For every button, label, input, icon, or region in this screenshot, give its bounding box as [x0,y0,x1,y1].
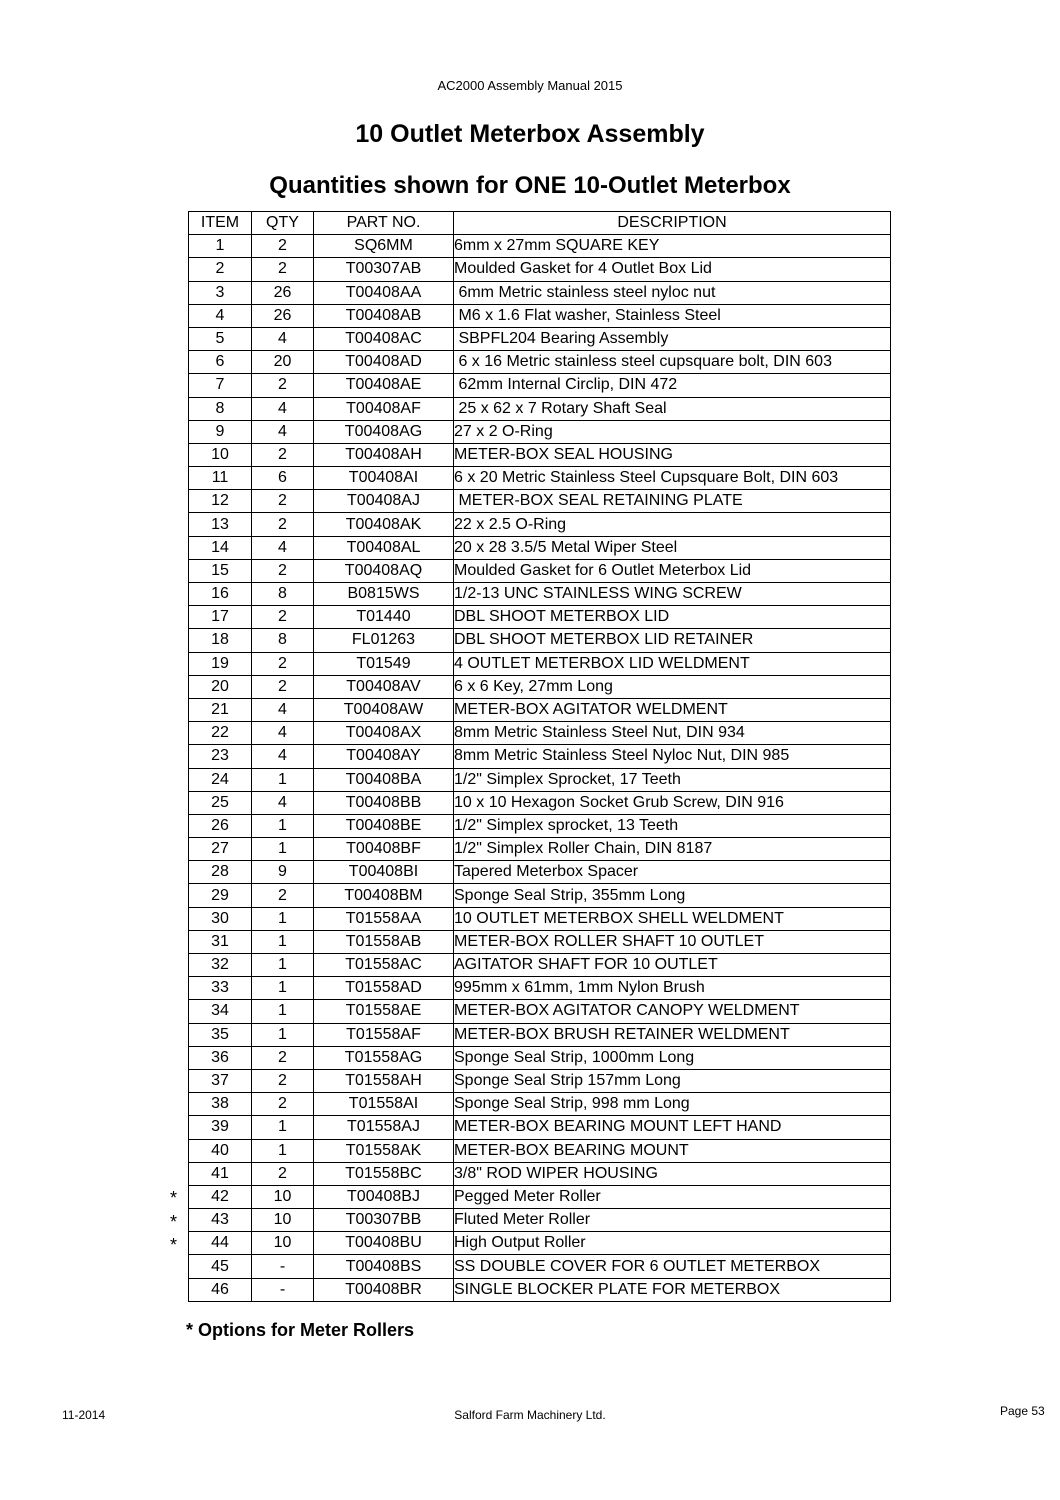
cell-qty: 1 [252,1116,314,1139]
cell-qty: 9 [252,861,314,884]
table-row [189,559,891,582]
cell-description: 1/2" Simplex Sprocket, 17 Teeth [454,768,891,791]
cell-description: METER-BOX SEAL RETAINING PLATE [454,490,891,513]
cell-part-no: T01558AH [314,1069,454,1092]
cell-qty: 2 [252,235,314,258]
cell-item: 20 [189,675,252,698]
cell-description: 6 x 16 Metric stainless steel cupsquare bolt, DIN 603 [454,351,891,374]
cell-part-no: T01558AE [314,1000,454,1023]
cell-item: 16 [189,583,252,606]
cell-qty: 4 [252,536,314,559]
cell-qty: - [252,1278,314,1301]
cell-item: 30 [189,907,252,930]
table-header-row [189,212,891,235]
cell-part-no: T00408AW [314,698,454,721]
cell-qty: 2 [252,490,314,513]
cell-item: 34 [189,1000,252,1023]
table-row [189,1162,891,1185]
cell-item: 36 [189,1046,252,1069]
cell-description: 20 x 28 3.5/5 Metal Wiper Steel [454,536,891,559]
table-row [189,536,891,559]
cell-item: 8 [189,397,252,420]
cell-part-no: T01549 [314,652,454,675]
cell-description: SBPFL204 Bearing Assembly [454,327,891,350]
cell-item: 26 [189,814,252,837]
cell-qty: 2 [252,606,314,629]
cell-item: 27 [189,838,252,861]
cell-description: METER-BOX BRUSH RETAINER WELDMENT [454,1023,891,1046]
page-title: 10 Outlet Meterbox Assembly [355,120,705,148]
table-row [189,791,891,814]
cell-description: Sponge Seal Strip, 998 mm Long [454,1093,891,1116]
cell-item: 33 [189,977,252,1000]
table-row [189,1000,891,1023]
cell-qty: 2 [252,513,314,536]
cell-part-no: T00408BI [314,861,454,884]
cell-description: Sponge Seal Strip 157mm Long [454,1069,891,1092]
parts-table-body [189,235,891,1302]
cell-qty: 1 [252,1023,314,1046]
cell-qty: 1 [252,1000,314,1023]
cell-qty: 8 [252,583,314,606]
table-row [189,606,891,629]
cell-qty: 4 [252,791,314,814]
cell-item: 39 [189,1116,252,1139]
table-row [189,675,891,698]
cell-part-no: T00408AJ [314,490,454,513]
table-row [189,861,891,884]
cell-description: SS DOUBLE COVER FOR 6 OUTLET METERBOX [454,1255,891,1278]
cell-part-no: B0815WS [314,583,454,606]
cell-description: Moulded Gasket for 4 Outlet Box Lid [454,258,891,281]
cell-description: METER-BOX SEAL HOUSING [454,443,891,466]
table-row [189,768,891,791]
table-row [189,1023,891,1046]
cell-description: DBL SHOOT METERBOX LID [454,606,891,629]
cell-part-no: T00408AK [314,513,454,536]
table-row [189,1232,891,1255]
cell-item: 28 [189,861,252,884]
cell-qty: 2 [252,374,314,397]
cell-qty: 20 [252,351,314,374]
cell-qty: 1 [252,930,314,953]
cell-part-no: T00408AI [314,467,454,490]
cell-item: 14 [189,536,252,559]
cell-item: 29 [189,884,252,907]
table-row [189,327,891,350]
cell-item: 6 [189,351,252,374]
cell-qty: 1 [252,814,314,837]
cell-qty: 10 [252,1185,314,1208]
cell-part-no: T00307AB [314,258,454,281]
roller-options-note: * Options for Meter Rollers [186,1320,415,1340]
cell-description: Moulded Gasket for 6 Outlet Meterbox Lid [454,559,891,582]
table-row [189,930,891,953]
table-row [189,1209,891,1232]
manual-title: AC2000 Assembly Manual 2015 [437,78,623,93]
cell-item: 4 [189,304,252,327]
cell-part-no: T00408BS [314,1255,454,1278]
table-row [189,1046,891,1069]
cell-qty: - [252,1255,314,1278]
cell-part-no: T00408AG [314,420,454,443]
table-row [189,1278,891,1301]
cell-part-no: T01558AG [314,1046,454,1069]
cell-description: 995mm x 61mm, 1mm Nylon Brush [454,977,891,1000]
table-row [189,374,891,397]
cell-item: 18 [189,629,252,652]
cell-qty: 2 [252,1162,314,1185]
table-row [189,513,891,536]
cell-qty: 10 [252,1209,314,1232]
cell-item: 5 [189,327,252,350]
cell-part-no: T00408BU [314,1232,454,1255]
table-row [189,1069,891,1092]
table-row [189,907,891,930]
cell-qty: 4 [252,397,314,420]
cell-description: M6 x 1.6 Flat washer, Stainless Steel [454,304,891,327]
column-header-qty: QTY [252,212,314,235]
cell-qty: 1 [252,954,314,977]
cell-item: 25 [189,791,252,814]
cell-item: 41 [189,1162,252,1185]
cell-item: 12 [189,490,252,513]
cell-item: 40 [189,1139,252,1162]
cell-description: 6mm x 27mm SQUARE KEY [454,235,891,258]
table-row [189,698,891,721]
cell-part-no: T00408AL [314,536,454,559]
cell-item: 17 [189,606,252,629]
parts-table [188,211,891,1302]
table-row [189,954,891,977]
cell-item: 1 [189,235,252,258]
table-row [189,1185,891,1208]
footer-company: Salford Farm Machinery Ltd. [454,1408,606,1422]
cell-part-no: T00408AV [314,675,454,698]
cell-description: Sponge Seal Strip, 1000mm Long [454,1046,891,1069]
table-row [189,722,891,745]
cell-item: 9 [189,420,252,443]
footer-date: 11-2014 [62,1408,106,1422]
cell-qty: 10 [252,1232,314,1255]
cell-description: 4 OUTLET METERBOX LID WELDMENT [454,652,891,675]
table-row [189,304,891,327]
cell-part-no: T00408AE [314,374,454,397]
table-row [189,281,891,304]
table-row [189,443,891,466]
column-header-description: DESCRIPTION [454,212,891,235]
cell-part-no: T00408BR [314,1278,454,1301]
cell-part-no: T00408AQ [314,559,454,582]
cell-qty: 6 [252,467,314,490]
cell-description: 10 OUTLET METERBOX SHELL WELDMENT [454,907,891,930]
cell-part-no: FL01263 [314,629,454,652]
cell-part-no: T00408AC [314,327,454,350]
cell-qty: 1 [252,768,314,791]
cell-qty: 2 [252,652,314,675]
cell-item: 11 [189,467,252,490]
column-header-part-no: PART NO. [314,212,454,235]
cell-part-no: T00307BB [314,1209,454,1232]
cell-qty: 4 [252,698,314,721]
cell-item: 45 [189,1255,252,1278]
cell-description: Fluted Meter Roller [454,1209,891,1232]
table-row [189,884,891,907]
cell-description: 1/2" Simplex sprocket, 13 Teeth [454,814,891,837]
table-row [189,420,891,443]
cell-qty: 1 [252,838,314,861]
cell-part-no: T01558AD [314,977,454,1000]
table-row [189,351,891,374]
cell-description: 27 x 2 O-Ring [454,420,891,443]
cell-description: 22 x 2.5 O-Ring [454,513,891,536]
cell-part-no: T00408AA [314,281,454,304]
cell-item: 23 [189,745,252,768]
cell-part-no: T00408AB [314,304,454,327]
cell-qty: 2 [252,884,314,907]
cell-qty: 4 [252,745,314,768]
cell-item: 31 [189,930,252,953]
cell-description: AGITATOR SHAFT FOR 10 OUTLET [454,954,891,977]
cell-item: 37 [189,1069,252,1092]
footer-page-number: Page 53 [1000,1404,1045,1418]
cell-qty: 2 [252,443,314,466]
cell-description: 1/2" Simplex Roller Chain, DIN 8187 [454,838,891,861]
cell-qty: 1 [252,1139,314,1162]
table-row [189,1093,891,1116]
cell-description: High Output Roller [454,1232,891,1255]
cell-part-no: T00408AY [314,745,454,768]
cell-description: 6 x 6 Key, 27mm Long [454,675,891,698]
cell-part-no: T00408AF [314,397,454,420]
table-row [189,235,891,258]
cell-part-no: T01558AI [314,1093,454,1116]
cell-part-no: T00408BB [314,791,454,814]
cell-description: 6 x 20 Metric Stainless Steel Cupsquare Bolt, DIN 603 [454,467,891,490]
cell-part-no: T00408BA [314,768,454,791]
cell-part-no: T00408BF [314,838,454,861]
cell-description: DBL SHOOT METERBOX LID RETAINER [454,629,891,652]
cell-part-no: T01558AA [314,907,454,930]
cell-item: 32 [189,954,252,977]
table-row [189,838,891,861]
cell-item: 21 [189,698,252,721]
cell-qty: 4 [252,420,314,443]
cell-description: 25 x 62 x 7 Rotary Shaft Seal [454,397,891,420]
cell-item: 2 [189,258,252,281]
cell-description: 8mm Metric Stainless Steel Nut, DIN 934 [454,722,891,745]
cell-description: Sponge Seal Strip, 355mm Long [454,884,891,907]
table-row [189,1139,891,1162]
table-row [189,814,891,837]
table-row [189,629,891,652]
cell-qty: 1 [252,907,314,930]
cell-part-no: T01558AB [314,930,454,953]
cell-part-no: T00408AX [314,722,454,745]
cell-item: 7 [189,374,252,397]
option-marker-asterisk: * [170,1234,178,1255]
cell-description: 3/8" ROD WIPER HOUSING [454,1162,891,1185]
cell-qty: 4 [252,327,314,350]
table-row [189,652,891,675]
cell-part-no: T01558AC [314,954,454,977]
cell-item: 43 [189,1209,252,1232]
cell-description: SINGLE BLOCKER PLATE FOR METERBOX [454,1278,891,1301]
cell-item: 38 [189,1093,252,1116]
option-marker-asterisk: * [170,1211,178,1232]
cell-item: 44 [189,1232,252,1255]
cell-qty: 1 [252,977,314,1000]
cell-qty: 8 [252,629,314,652]
cell-qty: 2 [252,559,314,582]
table-row [189,745,891,768]
cell-item: 15 [189,559,252,582]
cell-item: 46 [189,1278,252,1301]
cell-description: METER-BOX ROLLER SHAFT 10 OUTLET [454,930,891,953]
cell-qty: 2 [252,1046,314,1069]
cell-description: METER-BOX BEARING MOUNT [454,1139,891,1162]
table-row [189,467,891,490]
cell-item: 35 [189,1023,252,1046]
cell-part-no: T01558AF [314,1023,454,1046]
cell-part-no: T00408BM [314,884,454,907]
cell-item: 42 [189,1185,252,1208]
cell-item: 19 [189,652,252,675]
cell-description: 6mm Metric stainless steel nyloc nut [454,281,891,304]
cell-item: 13 [189,513,252,536]
cell-description: METER-BOX AGITATOR WELDMENT [454,698,891,721]
table-row [189,397,891,420]
cell-part-no: T01558BC [314,1162,454,1185]
cell-qty: 2 [252,675,314,698]
cell-part-no: T00408BJ [314,1185,454,1208]
cell-description: Tapered Meterbox Spacer [454,861,891,884]
cell-part-no: SQ6MM [314,235,454,258]
cell-qty: 2 [252,1093,314,1116]
cell-part-no: T00408BE [314,814,454,837]
cell-qty: 26 [252,304,314,327]
cell-description: 1/2-13 UNC STAINLESS WING SCREW [454,583,891,606]
page-subtitle: Quantities shown for ONE 10-Outlet Meterbox [269,172,791,199]
cell-part-no: T00408AD [314,351,454,374]
cell-item: 22 [189,722,252,745]
cell-qty: 2 [252,258,314,281]
cell-qty: 26 [252,281,314,304]
cell-part-no: T00408AH [314,443,454,466]
table-row [189,258,891,281]
cell-item: 3 [189,281,252,304]
cell-part-no: T01440 [314,606,454,629]
table-row [189,977,891,1000]
table-row [189,1255,891,1278]
cell-part-no: T01558AK [314,1139,454,1162]
cell-item: 24 [189,768,252,791]
cell-description: METER-BOX AGITATOR CANOPY WELDMENT [454,1000,891,1023]
cell-part-no: T01558AJ [314,1116,454,1139]
cell-description: 10 x 10 Hexagon Socket Grub Screw, DIN 916 [454,791,891,814]
cell-description: 8mm Metric Stainless Steel Nyloc Nut, DIN 985 [454,745,891,768]
cell-item: 10 [189,443,252,466]
cell-description: Pegged Meter Roller [454,1185,891,1208]
cell-qty: 4 [252,722,314,745]
option-marker-asterisk: * [170,1188,178,1209]
cell-description: METER-BOX BEARING MOUNT LEFT HAND [454,1116,891,1139]
column-header-item: ITEM [189,212,252,235]
cell-description: 62mm Internal Circlip, DIN 472 [454,374,891,397]
table-row [189,490,891,513]
cell-qty: 2 [252,1069,314,1092]
table-row [189,583,891,606]
table-row [189,1116,891,1139]
